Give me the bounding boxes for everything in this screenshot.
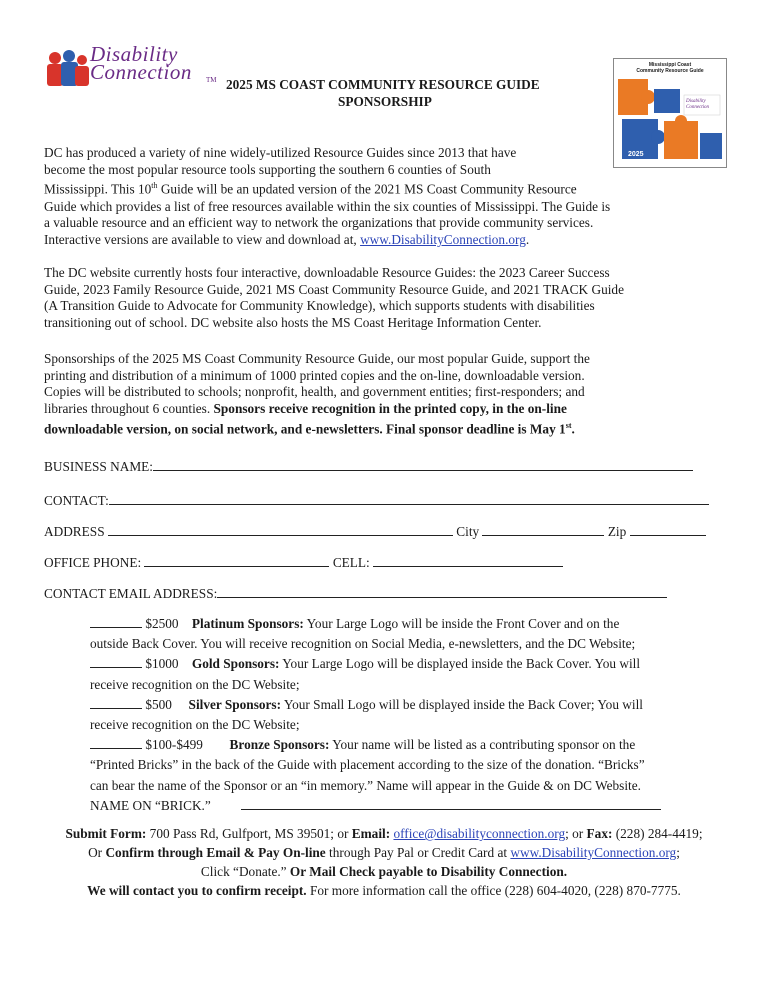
submit-line: Submit Form: 700 Pass Rd, Gulfport, MS 39501; or Email: office@disabilityconnection.org; or Fax: (228) 284-4419;	[65, 826, 703, 841]
website-line: Guide, 2023 Family Resource Guide, 2021 MS Coast Community Resource Guide, and 2021 TRACK Guide	[44, 281, 624, 297]
business-name-row	[44, 458, 693, 475]
cover-brand: Disability Connection	[686, 99, 710, 110]
email-link[interactable]: office@disabilityconnection.org	[393, 826, 566, 841]
brick-name-row	[90, 796, 722, 816]
website-line: The DC website currently hosts four interactive, downloadable Resource Guides: the 2023 Career Success	[44, 265, 610, 280]
pay-website-link[interactable]: www.DisabilityConnection.org	[510, 845, 677, 860]
zip-field[interactable]	[630, 523, 706, 536]
brick-name-label: NAME ON “BRICK.”	[90, 797, 211, 813]
document-subtitle: SPONSORSHIP	[338, 94, 432, 109]
email-label: CONTACT EMAIL ADDRESS:	[44, 586, 218, 601]
gold-check-blank[interactable]	[90, 655, 142, 668]
puzzle-people-icon	[44, 50, 92, 92]
business-name-field[interactable]	[153, 458, 693, 471]
contact-info-line: We will contact you to confirm receipt. For more information call the office (228) 604-4020, (228) 870-7775.	[87, 883, 681, 898]
tier-gold: $1000 Gold Sponsors: Your Large Logo will be displayed inside the Back Cover. You will	[90, 654, 722, 674]
intro-line: Mississippi. This 10th Guide will be an updated version of the 2021 MS Coast Community Resource	[44, 181, 577, 197]
zip-label: Zip	[607, 524, 627, 539]
sponsorship-line: downloadable version, on social network, and e-newsletters. Final sponsor deadline is May 1st.	[44, 420, 575, 437]
office-phone-field[interactable]	[144, 554, 329, 567]
address-row	[44, 523, 706, 540]
tier-silver-cont: receive recognition on the DC Website;	[90, 717, 300, 733]
bronze-check-blank[interactable]	[90, 736, 142, 749]
address-label: ADDRESS	[44, 524, 105, 539]
brick-name-field[interactable]	[241, 797, 661, 810]
sponsorship-line: libraries throughout 6 counties. Sponsors receive recognition in the printed copy, in the on-line	[44, 401, 567, 417]
address-field[interactable]	[108, 523, 453, 536]
contact-field[interactable]	[109, 492, 709, 505]
phone-row	[44, 554, 563, 571]
intro-paragraph	[44, 145, 716, 249]
logo-word-connection: Connection	[90, 60, 192, 84]
sponsorship-line: Sponsorships of the 2025 MS Coast Community Resource Guide, our most popular Guide, support the	[44, 351, 590, 366]
tier-bronze-cont: can bear the name of the Sponsor or an “in memory.” Name will appear in the Guide & on DC Website.	[90, 777, 641, 793]
tier-silver: $500 Silver Sponsors: Your Small Logo will be displayed inside the Back Cover; You will	[90, 695, 722, 715]
tier-platinum-cont: outside Back Cover. You will receive recognition on Social Media, e-newsletters, and the DC Website;	[90, 636, 636, 652]
cell-label: CELL:	[332, 555, 370, 570]
email-field[interactable]	[217, 585, 667, 598]
platinum-check-blank[interactable]	[90, 615, 142, 628]
intro-line: DC has produced a variety of nine widely-utilized Resource Guides since 2013 that have	[44, 145, 517, 160]
email-row	[44, 585, 667, 602]
office-phone-label: OFFICE PHONE:	[44, 555, 142, 570]
submit-label: Submit Form:	[65, 826, 147, 841]
intro-line: Guide which provides a list of free resources available within the six counties of Mississippi. The Guide is	[44, 198, 611, 214]
intro-line: a valuable resource and an efficient way to network the organizations that provide community services.	[44, 215, 594, 231]
website-line: transitioning out of school. DC website also hosts the MS Coast Heritage Information Center.	[44, 315, 542, 331]
silver-check-blank[interactable]	[90, 696, 142, 709]
sponsorship-line: Copies will be distributed to schools; nonprofit, health, and government entities; first-responders; and	[44, 384, 585, 400]
intro-line: become the most popular resource tools supporting the southern 6 counties of South	[44, 161, 491, 177]
logo-trademark: TM	[206, 76, 217, 84]
sponsor-tiers	[90, 614, 722, 816]
tier-gold-cont: receive recognition on the DC Website;	[90, 676, 300, 692]
cover-title-line1: Mississippi Coast	[648, 62, 692, 68]
cover-title-line2: Community Resource Guide	[636, 68, 704, 74]
tier-bronze-cont: “Printed Bricks” in the back of the Guide with placement according to the size of the donation. “Bricks”	[90, 757, 645, 773]
website-link[interactable]: www.DisabilityConnection.org	[360, 231, 526, 247]
contact-row	[44, 492, 709, 509]
contact-label: CONTACT:	[44, 493, 109, 508]
business-name-label: BUSINESS NAME:	[44, 459, 153, 474]
tier-platinum: $2500 Platinum Sponsors: Your Large Logo will be inside the Front Cover and on the	[90, 614, 722, 634]
cover-year: 2025	[628, 151, 644, 158]
logo-word-disability: Disability	[90, 42, 178, 66]
sponsorship-line: printing and distribution of a minimum of 1000 printed copies and the on-line, downloadable version.	[44, 367, 585, 383]
city-field[interactable]	[482, 523, 604, 536]
website-line: (A Transition Guide to Advocate for Community Knowledge), which supports students with disabilities	[44, 298, 595, 314]
cell-field[interactable]	[373, 554, 563, 567]
intro-line: Interactive versions are available to view and download at, www.DisabilityConnection.org.	[44, 231, 530, 247]
mail-check-line: Click “Donate.” Or Mail Check payable to Disability Connection.	[200, 864, 568, 879]
website-paragraph	[44, 265, 716, 332]
online-pay-line: Or Confirm through Email & Pay On-line through Pay Pal or Credit Card at www.DisabilityConnection.org;	[88, 845, 680, 860]
city-label: City	[456, 524, 480, 539]
tier-bronze: $100-$499 Bronze Sponsors: Your name will be listed as a contributing sponsor on the	[90, 735, 722, 755]
document-title: 2025 MS COAST COMMUNITY RESOURCE GUIDE	[226, 77, 540, 92]
sponsorship-paragraph	[44, 351, 716, 438]
